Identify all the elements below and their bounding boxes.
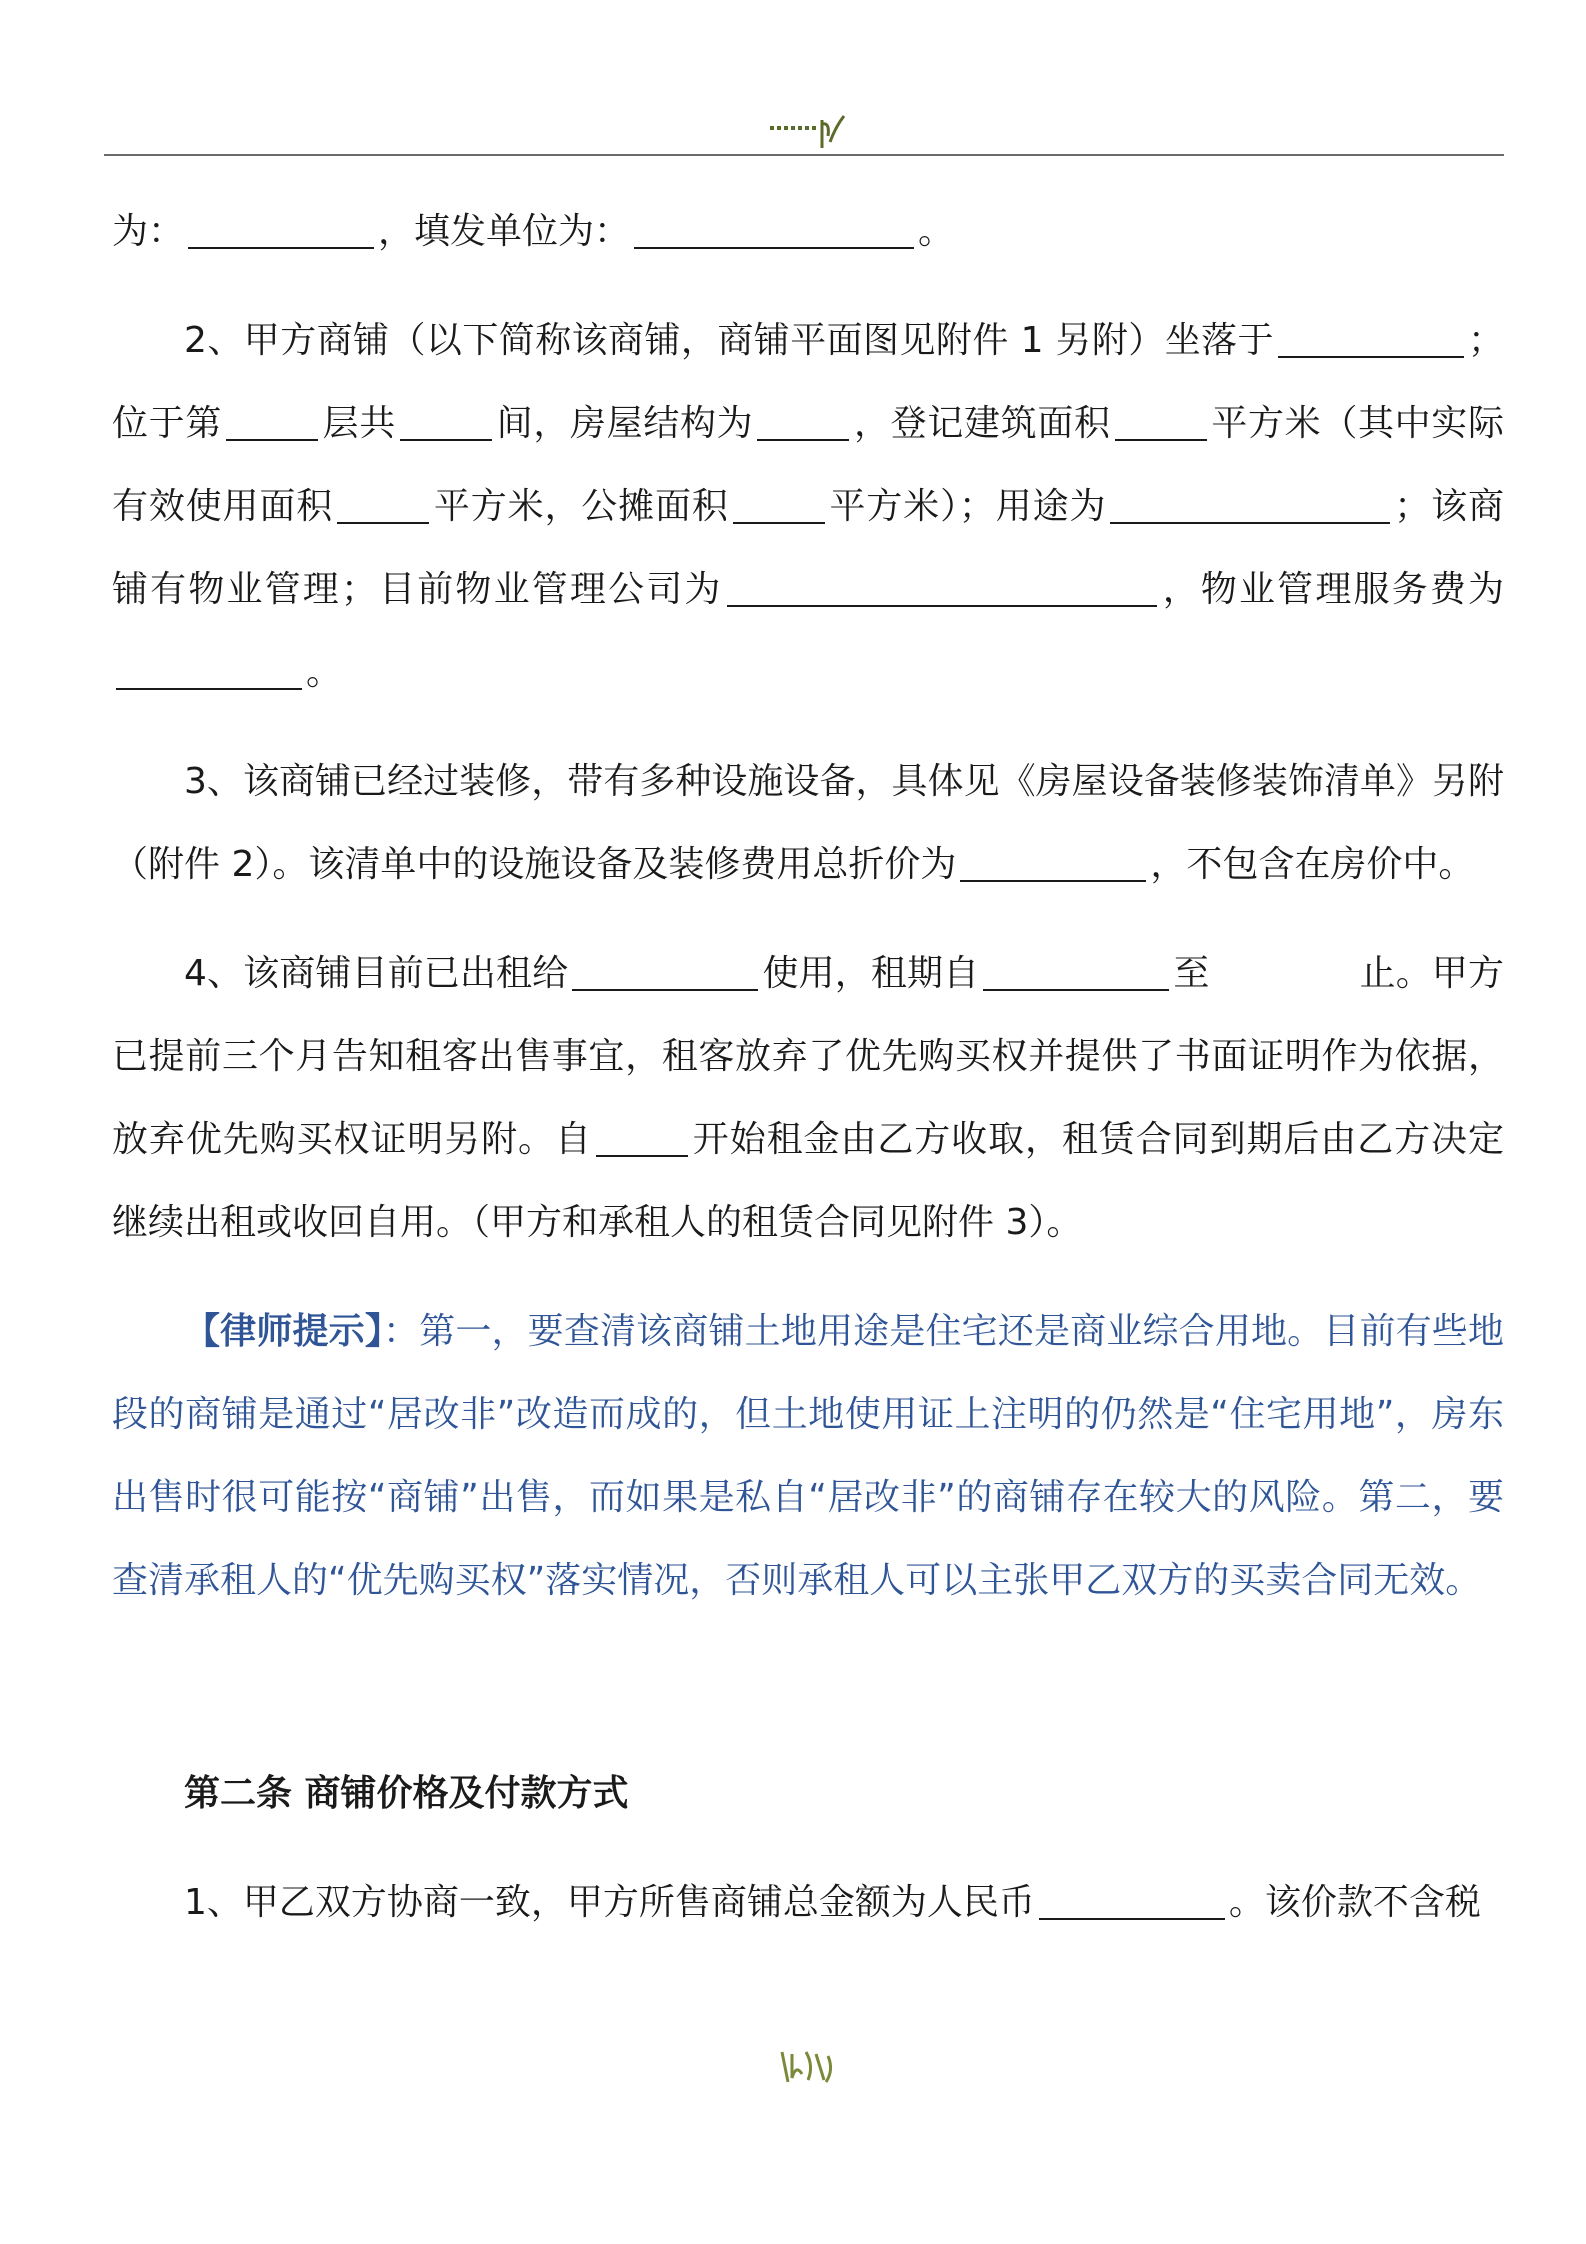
header-rule <box>104 154 1504 156</box>
text: ，不包含在房价中。 <box>1150 844 1475 885</box>
blank-field <box>733 482 825 524</box>
section-title: 第二条 商铺价格及付款方式 <box>184 1773 629 1814</box>
paragraph-clause-4 <box>112 932 1504 1264</box>
blank-field <box>596 1115 688 1157</box>
lawyer-tip <box>112 1290 1504 1622</box>
lawyer-tip-heading: 【律师提示】 <box>184 1311 383 1352</box>
text: ，填发单位为： <box>378 211 631 252</box>
blank-field <box>226 399 318 441</box>
text: 4、该商铺目前已出租给 <box>184 953 569 994</box>
blank-field <box>757 399 849 441</box>
text: 平方米（其中实际有效使用面积 <box>112 403 1504 527</box>
text: 1、甲乙双方协商一致，甲方所售商铺总金额为人民币 <box>184 1882 1035 1923</box>
text: 至 <box>1173 953 1210 994</box>
paragraph-certificate <box>112 190 1504 273</box>
lawyer-tip-body: ：第一，要查清该商铺土地用途是住宅还是商业综合用地。目前有些地段的商铺是通过“居改非”改造而成的，但土地使用证上注明的仍然是“住宅用地”，房东出售时很可能按“商铺”出售，而如果是私自“居改非”的商铺存在较大的风险。第二，要查清承租人的“优先购买权”落实情况，否则承租人可以主张甲乙双方的买卖合同无效。 <box>112 1311 1504 1601</box>
paragraph-clause-2 <box>112 299 1504 714</box>
blank-field <box>1110 482 1390 524</box>
blank-field <box>727 565 1157 607</box>
blank-field <box>337 482 429 524</box>
text: 。 <box>306 652 343 693</box>
blank-field <box>1278 316 1464 358</box>
text: 。该价款不含税 <box>1228 1882 1481 1923</box>
blank-field <box>1039 1878 1225 1920</box>
page-footer-ornament-icon <box>778 2044 838 2090</box>
text: ，物业管理服务费为 <box>1160 569 1504 610</box>
blank-field <box>188 207 374 249</box>
paragraph-price <box>112 1861 1504 1944</box>
text: 3、该商铺已经过装修，带有多种设施设备，具体见《房屋设备装修装饰清单》另附（附件 2）。该清单中的设施设备及装修费用总折价为 <box>112 761 1504 885</box>
blank-field <box>572 949 758 991</box>
text: 2、甲方商铺（以下简称该商铺，商铺平面图见附件 1 另附）坐落于 <box>184 320 1274 361</box>
blank-field <box>1115 399 1207 441</box>
text: 层共 <box>322 403 396 444</box>
text: ；位于第 <box>112 320 1504 444</box>
text: 使用，租期自 <box>762 953 980 994</box>
document-body <box>112 190 1504 1944</box>
text: 为： <box>112 211 185 252</box>
blank-field <box>116 648 302 690</box>
text: 止。甲方已提前三个月告知租客出售事宜，租客放弃了优先购买权并提供了书面证明作为依据，放弃优先购买权证明另附。自 <box>112 953 1504 1160</box>
blank-field <box>960 840 1146 882</box>
text: ；该商铺有物业管理；目前物业管理公司为 <box>112 486 1504 610</box>
blank-field <box>400 399 492 441</box>
leaf-sprout-icon <box>770 112 850 158</box>
blank-field <box>634 207 914 249</box>
text: 。 <box>918 211 955 252</box>
blank-field <box>983 949 1169 991</box>
text: 平方米）；用途为 <box>828 486 1107 527</box>
text: 平方米，公摊面积 <box>433 486 729 527</box>
text: 开始租金由乙方收取，租赁合同到期后由乙方决定继续出租或收回自用。（甲方和承租人的租赁合同见附件 3）。 <box>112 1119 1504 1243</box>
text: 间，房屋结构为 <box>496 403 754 444</box>
paragraph-clause-3 <box>112 740 1504 906</box>
text: ，登记建筑面积 <box>853 403 1111 444</box>
